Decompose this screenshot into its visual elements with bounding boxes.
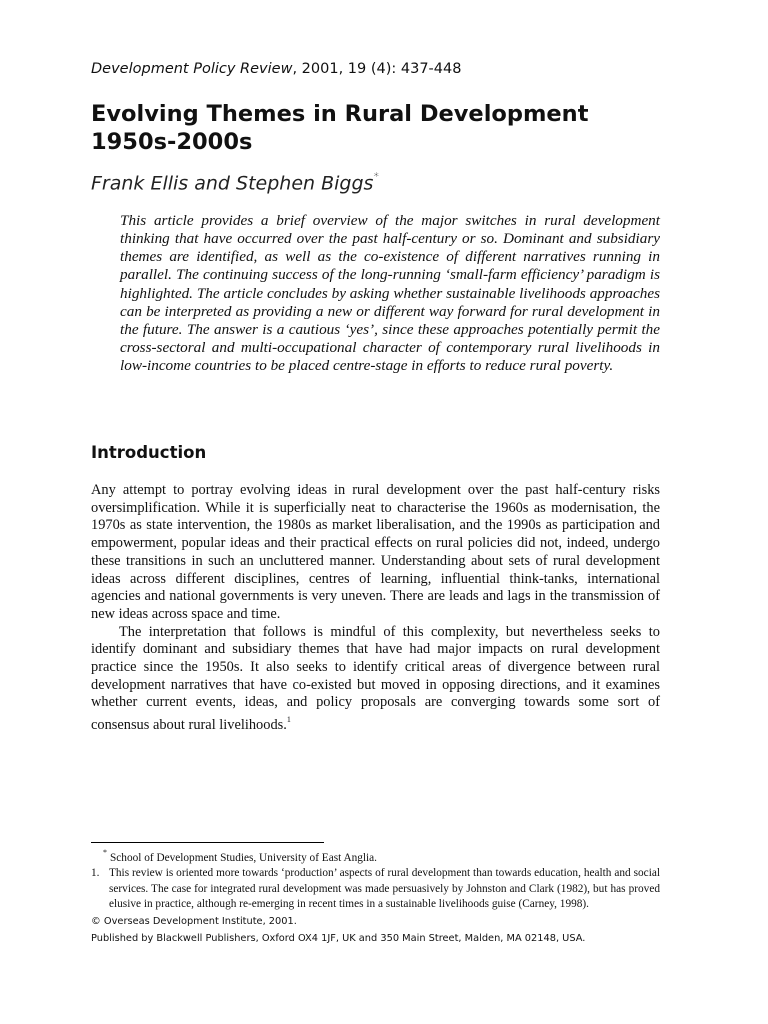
journal-citation: [91, 61, 461, 77]
citation-details: , 2001, 19 (4): 437-448: [292, 61, 462, 77]
author-affiliation-marker: *: [373, 170, 379, 183]
paragraph: Any attempt to portray evolving ideas in rural development over the past half-century risks oversimplification. While it is superficially neat to characterise the 1960s as modernisation, the 1970s as state intervention, the 1980s as market liberalisation, and the 1990s as participation and empowerment, popular ideas and their practical effects on rural policies did not, indeed, undergo these transitions in such an uncluttered manner. Understanding about sets of rural development ideas across different disciplines, centres of learning, influential think-tanks, international agencies and national governments is very uneven. There are leads and lags in the transmission of new ideas across space and time.: [91, 482, 660, 622]
journal-name: Development Policy Review: [91, 61, 293, 77]
footnotes: [91, 846, 660, 947]
footnote-ref-1: 1: [286, 715, 291, 725]
paragraph: [91, 624, 660, 735]
footnote-text: This review is oriented more towards ‘production’ aspects of rural development than towards education, health and social services. The case for integrated rural development was made persuasively by Johnston and Clark (1982), but has proved elusive in practice, although re-emerging in recent times in a sustainable livelihoods guise (Carney, 1998).: [109, 867, 660, 911]
author-names: Frank Ellis and Stephen Biggs: [91, 172, 374, 195]
affiliation-marker: *: [103, 848, 107, 857]
article-title: Evolving Themes in Rural Development 1950s-2000s: [91, 101, 589, 155]
section-heading-introduction: Introduction: [91, 443, 207, 462]
footnote-number: 1.: [91, 867, 100, 880]
publisher-line: Published by Blackwell Publishers, Oxford OX4 1JF, UK and 350 Main Street, Malden, MA 02148, USA.: [91, 933, 586, 945]
introduction-body: [91, 482, 660, 735]
author-line: [91, 172, 379, 194]
footnote-affiliation: [91, 846, 660, 866]
paragraph-text: The interpretation that follows is mindful of this complexity, but nevertheless seeks to identify dominant and subsidiary themes that have had major impacts on rural development practice since the 1950s. It also seeks to identify critical areas of divergence between rural development narratives that have co-existed but moved in opposing directions, and it examines whether current events, ideas, and policy proposals are converging towards some sort of consensus about rural livelihoods.: [91, 623, 660, 733]
footnote-1: [91, 866, 660, 913]
abstract: This article provides a brief overview of the major switches in rural development thinking that have occurred over the past half-century or so. Dominant and subsidiary themes are identified, as well as the co-existence of different narratives running in parallel. The continuing success of the long-running ‘small-farm efficiency’ paradigm is highlighted. The article concludes by asking whether sustainable livelihoods approaches can be interpreted as providing a new or different way forward for rural development in the future. The answer is a cautious ‘yes’, since these approaches potentially permit the cross-sectoral and multi-occupational character of contemporary rural livelihoods in low-income countries to be placed centre-stage in efforts to reduce rural poverty.: [120, 212, 660, 375]
footnote-divider: [91, 842, 324, 843]
affiliation-text: School of Development Studies, University of East Anglia.: [110, 851, 378, 864]
copyright-line: © Overseas Development Institute, 2001.: [91, 915, 297, 927]
